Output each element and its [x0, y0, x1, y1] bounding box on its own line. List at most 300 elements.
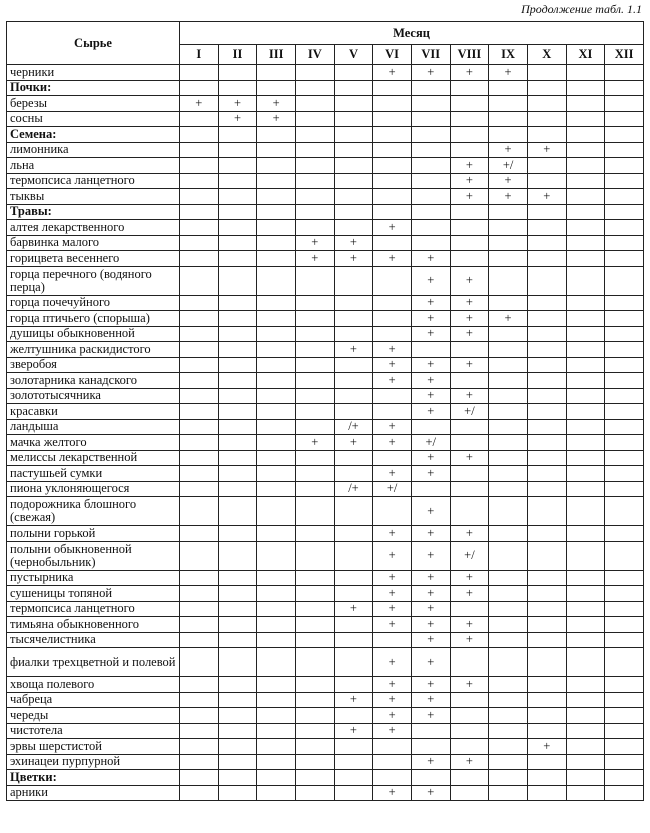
month-mark [218, 481, 257, 497]
month-mark [411, 111, 450, 127]
month-mark [180, 466, 219, 482]
month-mark [527, 586, 566, 602]
month-cell: XII [605, 45, 644, 65]
month-mark [450, 785, 489, 801]
month-mark [605, 111, 644, 127]
month-mark [334, 570, 373, 586]
month-mark [257, 326, 296, 342]
month-mark [257, 373, 296, 389]
month-mark: + [411, 541, 450, 570]
month-mark [295, 173, 334, 189]
month-mark: + [411, 404, 450, 420]
month-mark: + [373, 419, 412, 435]
month-mark [257, 388, 296, 404]
month-mark [373, 770, 412, 786]
month-mark [257, 481, 296, 497]
table-row [7, 357, 644, 373]
month-mark: + [450, 311, 489, 327]
month-mark [489, 388, 528, 404]
month-mark [218, 632, 257, 648]
month-mark [373, 754, 412, 770]
month-mark [218, 404, 257, 420]
month-mark [373, 111, 412, 127]
month-mark [605, 80, 644, 96]
month-mark [257, 435, 296, 451]
month-mark: + [450, 570, 489, 586]
month-mark [257, 754, 296, 770]
month-mark [257, 541, 296, 570]
month-mark [527, 373, 566, 389]
month-mark: + [218, 111, 257, 127]
month-mark [257, 235, 296, 251]
table-row [7, 632, 644, 648]
month-mark [180, 404, 219, 420]
month-mark [605, 96, 644, 112]
month-mark [218, 357, 257, 373]
month-mark: + [411, 326, 450, 342]
month-mark [218, 692, 257, 708]
table-row [7, 450, 644, 466]
month-mark: + [411, 754, 450, 770]
month-mark [373, 295, 412, 311]
raw-material-header: Сырье [7, 22, 180, 65]
month-mark [605, 204, 644, 220]
month-mark: + [527, 739, 566, 755]
month-mark [605, 677, 644, 693]
month-mark [605, 173, 644, 189]
month-mark: + [450, 295, 489, 311]
month-mark [605, 617, 644, 633]
month-mark [527, 541, 566, 570]
table-row [7, 373, 644, 389]
month-mark [450, 435, 489, 451]
month-mark [489, 235, 528, 251]
month-mark [450, 204, 489, 220]
raw-material-name: красавки [7, 404, 180, 420]
month-mark: + [411, 526, 450, 542]
month-mark [218, 295, 257, 311]
month-mark [295, 586, 334, 602]
month-mark [566, 770, 605, 786]
month-mark [489, 708, 528, 724]
month-mark [566, 648, 605, 677]
month-mark [373, 404, 412, 420]
month-mark [373, 142, 412, 158]
month-mark [489, 526, 528, 542]
month-cell: X [527, 45, 566, 65]
month-mark [218, 235, 257, 251]
month-mark [257, 526, 296, 542]
month-mark [489, 419, 528, 435]
month-mark [295, 541, 334, 570]
table-row [7, 785, 644, 801]
raw-material-name: эхинацеи пурпурной [7, 754, 180, 770]
month-mark [295, 570, 334, 586]
month-mark [334, 632, 373, 648]
month-mark [180, 570, 219, 586]
month-mark [527, 419, 566, 435]
month-mark [180, 266, 219, 295]
table-row [7, 111, 644, 127]
month-mark [605, 692, 644, 708]
raw-material-name: льна [7, 158, 180, 174]
table-row [7, 617, 644, 633]
month-mark [295, 342, 334, 358]
month-mark [334, 388, 373, 404]
month-mark: +/ [411, 435, 450, 451]
month-mark [489, 204, 528, 220]
month-mark [295, 388, 334, 404]
raw-material-name: мелиссы лекарственной [7, 450, 180, 466]
month-mark [450, 235, 489, 251]
month-mark [295, 142, 334, 158]
table-caption: Продолжение табл. 1.1 [521, 2, 642, 16]
month-mark [334, 142, 373, 158]
raw-material-name: термопсиса ланцетного [7, 173, 180, 189]
month-cell: VI [373, 45, 412, 65]
month-mark: +/ [450, 541, 489, 570]
month-mark [295, 617, 334, 633]
month-mark [257, 158, 296, 174]
month-mark [411, 80, 450, 96]
raw-material-name: мачка желтого [7, 435, 180, 451]
month-mark [218, 466, 257, 482]
month-mark [489, 785, 528, 801]
month-mark [411, 158, 450, 174]
month-mark [218, 617, 257, 633]
month-mark [411, 723, 450, 739]
section-label: Почки: [7, 80, 180, 96]
raw-material-name: термопсиса ланцетного [7, 601, 180, 617]
month-mark [411, 127, 450, 143]
raw-material-name: барвинка малого [7, 235, 180, 251]
month-mark [218, 677, 257, 693]
month-mark [180, 111, 219, 127]
month-mark [489, 648, 528, 677]
month-mark [566, 251, 605, 267]
month-mark [295, 204, 334, 220]
month-mark [566, 632, 605, 648]
month-mark [334, 295, 373, 311]
month-mark [566, 570, 605, 586]
month-mark [180, 80, 219, 96]
table-row [7, 570, 644, 586]
month-mark: + [373, 435, 412, 451]
month-mark: + [450, 677, 489, 693]
section-label: Травы: [7, 204, 180, 220]
raw-material-name: пастушьей сумки [7, 466, 180, 482]
month-mark [411, 96, 450, 112]
month-mark [218, 251, 257, 267]
month-mark [218, 220, 257, 236]
month-mark [334, 220, 373, 236]
month-mark [180, 692, 219, 708]
month-mark: + [257, 96, 296, 112]
month-mark [566, 497, 605, 526]
raw-material-name: сосны [7, 111, 180, 127]
month-mark [527, 570, 566, 586]
table-row [7, 648, 644, 677]
month-mark [489, 450, 528, 466]
month-mark [257, 404, 296, 420]
month-mark: + [373, 357, 412, 373]
month-mark [295, 373, 334, 389]
raw-material-name: черники [7, 65, 180, 81]
month-mark [489, 342, 528, 358]
month-mark [527, 404, 566, 420]
month-mark: + [295, 251, 334, 267]
month-mark [180, 189, 219, 205]
table-row [7, 497, 644, 526]
month-mark: + [373, 466, 412, 482]
month-mark: + [373, 526, 412, 542]
raw-material-name: пиона уклоняющегося [7, 481, 180, 497]
month-mark [489, 770, 528, 786]
table-row [7, 388, 644, 404]
month-mark [566, 295, 605, 311]
month-mark: + [450, 65, 489, 81]
month-mark: + [373, 648, 412, 677]
month-mark [334, 404, 373, 420]
month-mark [180, 586, 219, 602]
month-mark [489, 326, 528, 342]
month-mark: + [450, 326, 489, 342]
month-mark [295, 677, 334, 693]
month-mark: + [411, 648, 450, 677]
month-mark [566, 677, 605, 693]
month-mark [527, 96, 566, 112]
month-mark: + [334, 723, 373, 739]
table-row [7, 295, 644, 311]
month-mark [180, 173, 219, 189]
month-mark [218, 570, 257, 586]
month-mark [527, 526, 566, 542]
month-mark [605, 266, 644, 295]
month-mark [527, 770, 566, 786]
month-mark [527, 65, 566, 81]
month-mark [180, 342, 219, 358]
month-mark [218, 158, 257, 174]
raw-material-name: хвоща полевого [7, 677, 180, 693]
month-mark [566, 80, 605, 96]
month-mark [605, 142, 644, 158]
month-mark [334, 189, 373, 205]
month-mark [566, 586, 605, 602]
month-mark [334, 266, 373, 295]
month-mark [334, 677, 373, 693]
month-cell: III [257, 45, 296, 65]
month-mark [180, 450, 219, 466]
month-mark [180, 632, 219, 648]
raw-material-name: березы [7, 96, 180, 112]
month-mark: + [411, 466, 450, 482]
month-mark [566, 526, 605, 542]
month-mark [411, 739, 450, 755]
month-mark [257, 189, 296, 205]
month-mark [527, 326, 566, 342]
month-mark [489, 435, 528, 451]
month-mark [257, 142, 296, 158]
month-mark: + [411, 586, 450, 602]
month-mark [450, 220, 489, 236]
table-row [7, 435, 644, 451]
month-mark: + [527, 142, 566, 158]
month-mark [334, 65, 373, 81]
month-mark [218, 497, 257, 526]
month-mark [218, 342, 257, 358]
month-mark [566, 708, 605, 724]
month-mark: + [373, 677, 412, 693]
month-mark: + [450, 754, 489, 770]
raw-material-name: душицы обыкновенной [7, 326, 180, 342]
month-mark: + [373, 373, 412, 389]
month-mark [527, 754, 566, 770]
month-mark [450, 739, 489, 755]
month-mark [295, 785, 334, 801]
month-mark: + [489, 142, 528, 158]
month-mark: + [373, 692, 412, 708]
month-mark [489, 541, 528, 570]
month-mark [566, 754, 605, 770]
month-mark [527, 450, 566, 466]
month-mark [566, 739, 605, 755]
month-mark [295, 65, 334, 81]
month-mark: +/ [489, 158, 528, 174]
month-mark [566, 541, 605, 570]
month-mark [566, 326, 605, 342]
month-mark [566, 450, 605, 466]
month-mark: + [373, 220, 412, 236]
month-mark [489, 723, 528, 739]
month-mark: + [411, 692, 450, 708]
month-mark [566, 692, 605, 708]
month-mark [605, 541, 644, 570]
month-mark [334, 96, 373, 112]
month-mark [566, 111, 605, 127]
month-mark [489, 497, 528, 526]
month-mark [566, 404, 605, 420]
table-row [7, 677, 644, 693]
month-mark [295, 111, 334, 127]
month-mark [218, 173, 257, 189]
month-mark [334, 204, 373, 220]
month-mark [180, 373, 219, 389]
month-mark [257, 357, 296, 373]
month-mark: + [334, 235, 373, 251]
month-mark: + [334, 435, 373, 451]
month-mark [527, 632, 566, 648]
month-cell: V [334, 45, 373, 65]
month-mark [450, 251, 489, 267]
month-mark [450, 127, 489, 143]
month-mark [295, 357, 334, 373]
month-mark [180, 357, 219, 373]
month-mark [489, 570, 528, 586]
month-mark: + [450, 617, 489, 633]
month-mark [566, 204, 605, 220]
month-mark: + [411, 65, 450, 81]
month-mark [411, 220, 450, 236]
month-mark [566, 142, 605, 158]
month-mark [257, 601, 296, 617]
month-mark [605, 404, 644, 420]
month-mark [605, 723, 644, 739]
month-mark [605, 388, 644, 404]
month-mark [527, 497, 566, 526]
month-mark [605, 770, 644, 786]
table-row [7, 692, 644, 708]
month-mark [373, 96, 412, 112]
month-mark [373, 204, 412, 220]
month-mark [605, 648, 644, 677]
month-mark [180, 677, 219, 693]
month-mark [566, 266, 605, 295]
month-mark [566, 435, 605, 451]
month-mark: + [295, 435, 334, 451]
month-mark [180, 311, 219, 327]
month-mark [450, 342, 489, 358]
table-row [7, 708, 644, 724]
month-mark [527, 235, 566, 251]
month-mark [450, 770, 489, 786]
month-mark [257, 586, 296, 602]
month-mark [334, 326, 373, 342]
month-mark [257, 295, 296, 311]
month-mark: + [373, 541, 412, 570]
month-mark [257, 692, 296, 708]
month-mark [257, 80, 296, 96]
table-body [7, 65, 644, 801]
month-mark [527, 648, 566, 677]
month-mark [218, 770, 257, 786]
raw-material-name: чистотела [7, 723, 180, 739]
month-mark [373, 326, 412, 342]
month-mark [218, 142, 257, 158]
month-mark [605, 466, 644, 482]
month-cell: XI [566, 45, 605, 65]
month-mark [218, 311, 257, 327]
month-mark [334, 311, 373, 327]
month-mark [605, 357, 644, 373]
month-mark [218, 80, 257, 96]
table-row [7, 173, 644, 189]
month-mark: + [334, 251, 373, 267]
table-row [7, 142, 644, 158]
month-mark [334, 785, 373, 801]
month-mark: + [411, 570, 450, 586]
month-mark [605, 754, 644, 770]
table-row [7, 754, 644, 770]
month-mark [218, 373, 257, 389]
month-mark [334, 708, 373, 724]
month-mark [566, 158, 605, 174]
month-mark: + [411, 357, 450, 373]
raw-material-name: тысячелистника [7, 632, 180, 648]
month-mark [527, 481, 566, 497]
month-mark [180, 142, 219, 158]
month-mark [489, 481, 528, 497]
month-mark: + [257, 111, 296, 127]
month-mark [295, 601, 334, 617]
month-mark [180, 220, 219, 236]
month-mark [411, 342, 450, 358]
table-row [7, 189, 644, 205]
month-mark [295, 127, 334, 143]
month-mark [605, 419, 644, 435]
month-mark [411, 204, 450, 220]
month-mark [295, 326, 334, 342]
table-row [7, 481, 644, 497]
